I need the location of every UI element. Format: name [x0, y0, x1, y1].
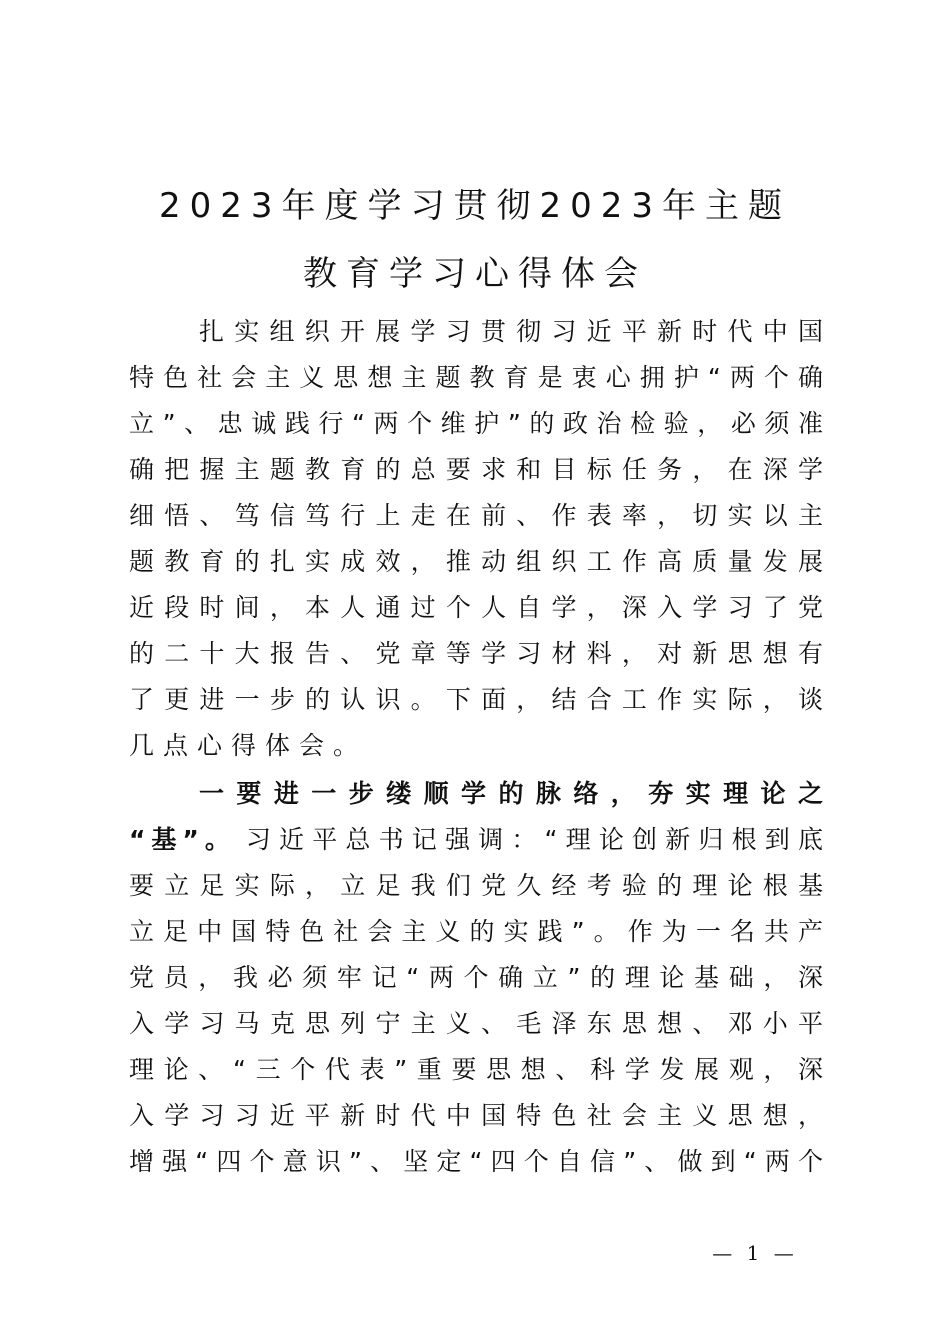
paragraph-2-line: 习近平总书记强调：“理论创新归根到底: [245, 825, 823, 854]
paragraph-1-line: 确把握主题教育的总要求和目标任务，在深学: [129, 455, 823, 484]
paragraph-2-line: 入学习习近平新时代中国特色社会主义思想，: [129, 1101, 823, 1130]
paragraph-2-line: 增强“四个意识”、坚定“四个自信”、做到“两个: [129, 1147, 823, 1176]
document-title-line-1: 2023年度学习贯彻2023年主题: [158, 186, 792, 226]
paragraph-2-heading-end: “基”。: [129, 825, 236, 854]
paragraph-1-line: 特色社会主义思想主题教育是衷心拥护“两个确: [129, 363, 823, 392]
paragraph-1-line: 立”、忠诚践行“两个维护”的政治检验，必须准: [129, 409, 823, 438]
paragraph-2-line: 理论、“三个代表”重要思想、科学发展观，深: [129, 1055, 823, 1084]
paragraph-1-line: 扎实组织开展学习贯彻习近平新时代中国: [199, 317, 823, 346]
paragraph-1-line: 近段时间，本人通过个人自学，深入学习了党: [129, 593, 823, 622]
paragraph-1-line: 的二十大报告、党章等学习材料，对新思想有: [129, 639, 823, 668]
paragraph-2-heading: 一要进一步缕顺学的脉络，夯实理论之: [199, 779, 823, 808]
paragraph-2-line: 要立足实际，立足我们党久经考验的理论根基: [129, 871, 823, 900]
paragraph-1-line: 几点心得体会。: [129, 731, 368, 760]
page-number: — 1 —: [712, 1241, 798, 1265]
paragraph-2-line: 立足中国特色社会主义的实践”。作为一名共产: [129, 917, 823, 946]
paragraph-2-line-mixed: [129, 822, 823, 858]
paragraph-2-line: 党员，我必须牢记“两个确立”的理论基础，深: [129, 963, 823, 992]
paragraph-2-line: 入学习马克思列宁主义、毛泽东思想、邓小平: [129, 1009, 823, 1038]
paragraph-1-line: 了更进一步的认识。下面，结合工作实际，谈: [129, 685, 823, 714]
paragraph-1-line: 细悟、笃信笃行上走在前、作表率，切实以主: [129, 501, 823, 530]
document-title-line-2: 教育学习心得体会: [303, 254, 647, 294]
paragraph-1-line: 题教育的扎实成效，推动组织工作高质量发展: [129, 547, 823, 576]
